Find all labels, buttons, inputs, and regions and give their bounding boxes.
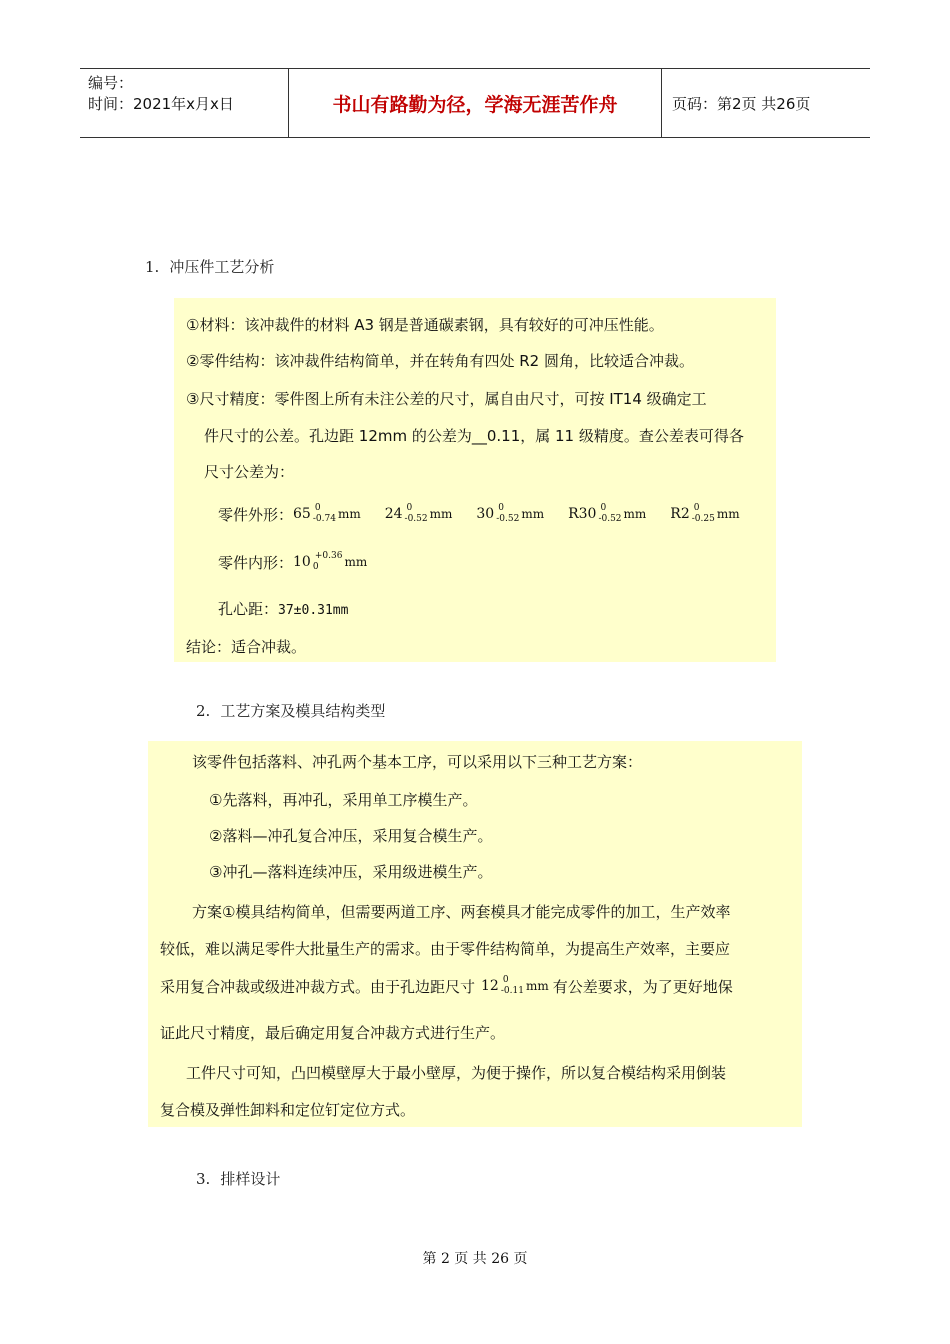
- dim-unit: mm: [716, 507, 740, 521]
- tol-lower: -0.52: [598, 514, 622, 524]
- dim-base: R2: [670, 506, 690, 522]
- tol-upper: 0: [314, 503, 321, 513]
- conclusion: 结论：适合冲裁。: [186, 638, 307, 656]
- tol-upper: 0: [502, 975, 509, 985]
- section-1-heading: [145, 256, 274, 277]
- dim-unit: mm: [429, 507, 453, 521]
- outer-label: 零件外形：: [218, 505, 294, 524]
- tol-lower: -0.52: [496, 514, 520, 524]
- dim-base: 10: [293, 554, 311, 570]
- dim-unit: mm: [623, 507, 647, 521]
- document-header: [80, 68, 870, 138]
- tol-upper: 0: [693, 503, 700, 513]
- plan-para-2-line-2: 复合模及弹性卸料和定位钉定位方式。: [160, 1101, 416, 1119]
- inner-dim-row: [218, 551, 391, 573]
- page-info: 页码：第2页 共26页: [672, 94, 811, 113]
- plan-para-1-line-4: 证此尺寸精度，最后确定用复合冲裁方式进行生产。: [160, 1024, 506, 1042]
- plan-para-1-line-2: 较低，难以满足零件大批量生产的需求。由于零件结构简单，为提高生产效率，主要应: [160, 940, 731, 958]
- dim-base: 30: [476, 506, 495, 522]
- outer-dimension: [670, 503, 739, 525]
- tol-upper: 0: [498, 503, 504, 513]
- dim-base: 12: [481, 978, 499, 994]
- tolerance: [598, 503, 621, 525]
- outer-dimension: [568, 503, 646, 525]
- outer-dimension: [476, 503, 544, 525]
- inner-dimension: [293, 551, 367, 573]
- motto: 书山有路勤为径，学海无涯苦作舟: [288, 69, 662, 137]
- dim-base: 24: [384, 506, 403, 522]
- page-footer: 第 2 页 共 26 页: [422, 1251, 528, 1267]
- precision-line-3: 尺寸公差为：: [204, 463, 295, 481]
- date-label: 时间：2021年x月x日: [88, 95, 234, 113]
- plan-option-2: ②落料—冲孔复合冲压，采用复合模生产。: [209, 827, 493, 845]
- tol-lower: -0.11: [500, 986, 524, 996]
- material-line: ①材料：该冲裁件的材料 A3 钢是普通碳素钢，具有较好的可冲压性能。: [186, 316, 664, 334]
- section-3-number: 3.: [196, 1170, 211, 1188]
- hole-edge-dimension: [481, 975, 549, 997]
- plan-para-1-line-3: [160, 975, 733, 997]
- section-3-title: 排样设计: [220, 1170, 281, 1188]
- tol-upper: 0: [600, 503, 607, 513]
- tolerance: [496, 503, 519, 525]
- dim-base: R30: [568, 506, 597, 522]
- hole-value: 37±0.31mm: [278, 603, 349, 618]
- precision-line-1: ③尺寸精度：零件图上所有未注公差的尺寸，属自由尺寸，可按 IT14 级确定工: [186, 390, 707, 408]
- tol-lower: -0.25: [691, 514, 715, 524]
- tolerance: [313, 503, 336, 525]
- dim-unit: mm: [344, 555, 368, 569]
- plan-option-3: ③冲孔—落料连续冲压，采用级进模生产。: [209, 863, 493, 881]
- precision-line-2: 件尺寸的公差。孔边距 12mm 的公差为__0.11，属 11 级精度。查公差表可得各: [204, 427, 744, 445]
- dim-unit: mm: [521, 507, 545, 521]
- inner-label: 零件内形：: [218, 553, 294, 572]
- plan-para-2-line-1: 工件尺寸可知，凸凹模壁厚大于最小壁厚，为便于操作，所以复合模结构采用倒装: [186, 1064, 727, 1082]
- tolerance: [692, 503, 715, 525]
- plan-intro: 该零件包括落料、冲孔两个基本工序，可以采用以下三种工艺方案：: [192, 753, 643, 771]
- tolerance: [405, 503, 428, 525]
- tol-lower: -0.74: [312, 514, 336, 524]
- line-3-text-b: 有公差要求，为了更好地保: [552, 977, 733, 996]
- section-1-number: 1.: [145, 258, 160, 276]
- outer-dimension: [293, 503, 361, 525]
- plan-para-1-line-1: 方案①模具结构简单，但需要两道工序、两套模具才能完成零件的加工，生产效率: [192, 903, 731, 921]
- section-1-title: 冲压件工艺分析: [169, 258, 275, 276]
- dim-base: 65: [293, 506, 311, 522]
- structure-line: ②零件结构：该冲裁件结构简单，并在转角有四处 R2 圆角，比较适合冲裁。: [186, 352, 694, 370]
- tolerance: [501, 975, 524, 997]
- header-meta: [80, 69, 288, 137]
- tol-upper: 0: [406, 503, 413, 513]
- section-3-heading: [196, 1168, 280, 1189]
- tol-lower: 0: [312, 562, 319, 572]
- dim-unit: mm: [525, 979, 549, 993]
- section-2-title: 工艺方案及模具结构类型: [220, 702, 386, 720]
- hole-distance-row: [218, 598, 348, 619]
- outer-dimension: [385, 503, 453, 525]
- tol-upper: +0.36: [314, 551, 343, 561]
- dim-unit: mm: [337, 507, 361, 521]
- tol-lower: -0.52: [404, 514, 428, 524]
- code-label: 编号：: [88, 74, 134, 92]
- hole-label: 孔心距：: [218, 600, 279, 618]
- outer-dims-list: [293, 503, 764, 525]
- outer-dims-row: [218, 503, 764, 525]
- plan-option-1: ①先落料，再冲孔，采用单工序模生产。: [209, 791, 478, 809]
- line-3-text-a: 采用复合冲裁或级进冲裁方式。由于孔边距尺寸: [160, 977, 476, 996]
- tolerance: [313, 551, 343, 573]
- section-2-number: 2.: [196, 702, 211, 720]
- section-2-heading: [196, 700, 385, 721]
